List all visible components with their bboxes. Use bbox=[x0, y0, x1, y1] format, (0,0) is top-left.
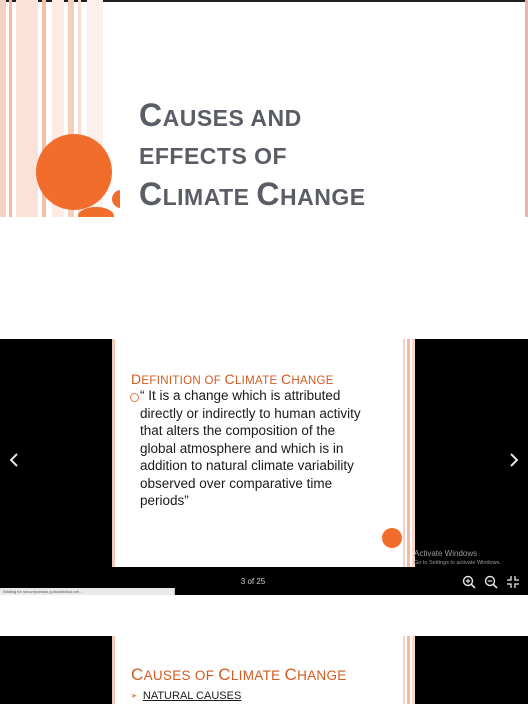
slide-stripes-decoration bbox=[0, 0, 120, 217]
fullscreen-icon[interactable] bbox=[506, 575, 520, 589]
slide-heading: DEFINITION OF CLIMATE CHANGE bbox=[131, 371, 334, 387]
zoom-in-icon[interactable] bbox=[462, 575, 476, 589]
activate-windows-watermark: Activate Windows Go to Settings to activate Windows. bbox=[414, 549, 501, 566]
title-line-1: CAUSES AND bbox=[139, 97, 302, 133]
orange-circle-small bbox=[112, 190, 120, 208]
chevron-left-icon bbox=[7, 451, 21, 469]
slide-definition bbox=[112, 339, 415, 567]
bullet-circle-icon bbox=[130, 393, 139, 402]
blank-area bbox=[0, 595, 528, 636]
definition-line: observed over comparative time bbox=[140, 475, 333, 491]
slide-title-text bbox=[139, 96, 524, 216]
orange-dot-decoration bbox=[382, 528, 402, 548]
next-slide-button[interactable] bbox=[504, 450, 524, 474]
slide-stripes-decoration bbox=[403, 339, 415, 567]
slide-heading: CAUSES OF CLIMATE CHANGE bbox=[131, 665, 347, 684]
definition-line: periods” bbox=[140, 493, 189, 508]
browser-status-bar: Waiting for securepubads.g.doubleclick.net... bbox=[0, 588, 175, 595]
title-line-3: CLIMATE CHANGE bbox=[139, 176, 366, 212]
title-line-2: EFFECTS OF bbox=[139, 143, 288, 169]
sub-item-natural-causes: ➤ NATURAL CAUSES bbox=[131, 690, 242, 702]
arrow-bullet-icon: ➤ bbox=[131, 693, 137, 700]
slide-left-edge bbox=[112, 636, 115, 704]
definition-line: “ It is a change which is attributed bbox=[140, 388, 341, 403]
orange-circle-large bbox=[36, 134, 112, 210]
slide-left-edge bbox=[112, 339, 115, 567]
definition-line: directly or indirectly to human activity bbox=[140, 405, 361, 421]
slide-viewer bbox=[0, 339, 528, 595]
slide-causes bbox=[112, 636, 415, 704]
previous-slide-button[interactable] bbox=[4, 450, 24, 474]
slide-title bbox=[0, 0, 528, 217]
blank-area bbox=[0, 217, 528, 339]
slide-viewer-next bbox=[0, 636, 528, 704]
slide-stripes-decoration bbox=[403, 636, 415, 704]
definition-line: addition to natural climate variability bbox=[140, 458, 354, 473]
definition-text bbox=[140, 387, 402, 510]
chevron-right-icon bbox=[507, 451, 521, 469]
viewer-toolbar bbox=[462, 574, 520, 590]
zoom-out-icon[interactable] bbox=[484, 575, 498, 589]
page-counter: 3 of 25 bbox=[240, 577, 266, 586]
definition-line: that alters the composition of the bbox=[140, 423, 336, 438]
definition-line: global atmosphere and which is in bbox=[140, 440, 344, 456]
